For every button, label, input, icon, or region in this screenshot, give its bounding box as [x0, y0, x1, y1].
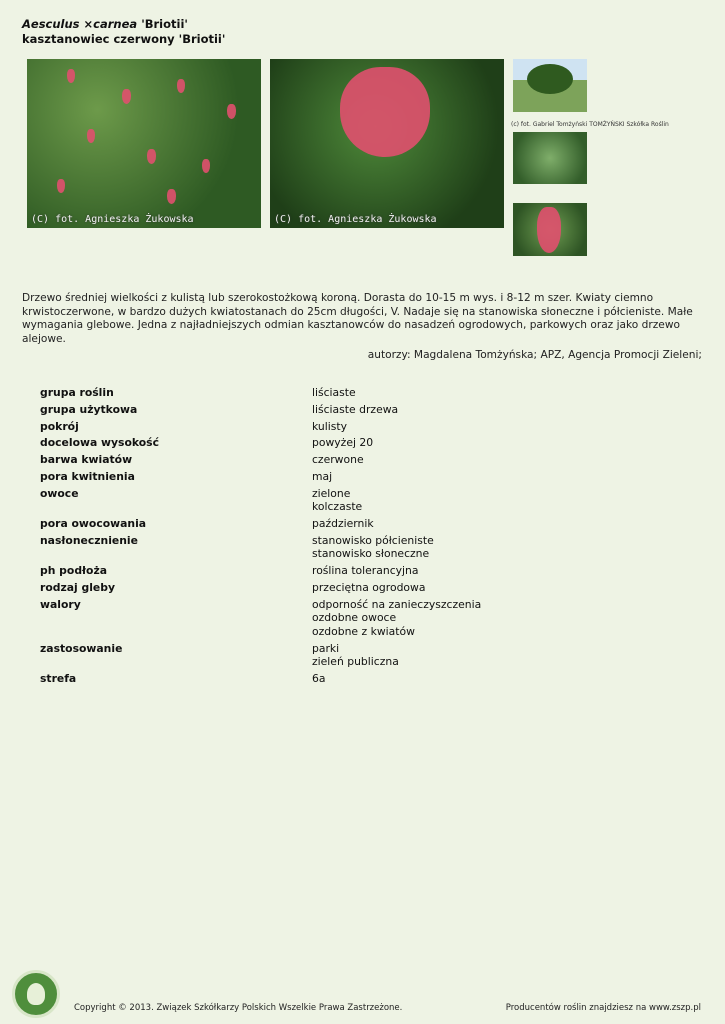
property-values — [312, 534, 434, 561]
property-label: barwa kwiatów — [40, 453, 133, 467]
latin-genus: Aesculus — [22, 17, 80, 31]
photo-flower-closeup[interactable] — [270, 59, 504, 228]
property-row — [40, 403, 540, 417]
property-row — [40, 672, 540, 686]
property-label: pora owocowania — [40, 517, 147, 531]
photo-caption: (C) fot. Agnieszka Żukowska — [274, 214, 437, 225]
property-label: grupa roślin — [40, 386, 114, 399]
plant-description: Drzewo średniej wielkości z kulistą lub szerokostożkową koroną. Dorasta do 10-15 m wys. i 8-12 m szer. Kwiaty ciemno krwistoczerwone, w bardzo dużych kwiatostanach do 25cm długości, V. Nadaje się na stanowiska słoneczne i półcieniste. Małe wymagania glebowe. Jedna z najładniejszych odmian kasztanowców do nasadzeń ogrodowych, parkowych oraz jako drzewo alejowe. — [22, 292, 693, 345]
property-row — [40, 420, 540, 434]
property-row — [40, 534, 540, 561]
property-row — [40, 470, 540, 484]
property-values — [312, 487, 362, 514]
property-values — [312, 642, 399, 669]
property-value: zieleń publiczna — [312, 655, 399, 669]
property-value: stanowisko półcieniste — [312, 533, 434, 547]
property-row — [40, 386, 540, 400]
property-label: pokrój — [40, 419, 79, 433]
property-row — [40, 564, 540, 578]
property-row — [40, 453, 540, 467]
property-value: czerwone — [312, 453, 364, 467]
property-value: zielone — [312, 486, 351, 500]
property-label: nasłonecznienie — [40, 533, 138, 547]
property-values — [312, 386, 356, 400]
photo-tree-flowers[interactable] — [27, 59, 261, 228]
property-values — [312, 403, 398, 417]
property-row — [40, 487, 540, 514]
property-row — [40, 581, 540, 595]
property-values — [312, 564, 419, 578]
latin-species: ×carnea — [83, 17, 138, 31]
property-value: odporność na zanieczyszczenia — [312, 597, 482, 611]
property-row — [40, 598, 540, 639]
property-value: przeciętna ogrodowa — [312, 580, 426, 594]
thumbnail-leaves[interactable] — [513, 132, 587, 184]
property-value: kulisty — [312, 419, 348, 433]
plant-title — [22, 17, 225, 47]
property-values — [312, 436, 373, 450]
property-values — [312, 470, 332, 484]
thumbnail-tree[interactable] — [513, 59, 587, 112]
property-value: roślina tolerancyjna — [312, 564, 419, 578]
latin-name — [22, 17, 225, 32]
property-value: ozdobne owoce — [312, 611, 397, 625]
property-label: pora kwitnienia — [40, 469, 135, 483]
property-value: ozdobne z kwiatów — [312, 624, 415, 638]
property-label: grupa użytkowa — [40, 402, 138, 416]
association-logo — [12, 970, 60, 1018]
property-value: powyżej 20 — [312, 436, 374, 450]
property-value: stanowisko słoneczne — [312, 547, 430, 561]
property-value: październik — [312, 517, 374, 531]
property-values — [312, 672, 326, 686]
footer-producers: Producentów roślin znajdziesz na www.zszp.pl — [505, 1003, 701, 1013]
property-label: docelowa wysokość — [40, 436, 159, 450]
property-values — [312, 517, 374, 531]
photo-caption: (C) fot. Agnieszka Żukowska — [31, 214, 194, 225]
thumbnail-flower[interactable] — [513, 203, 587, 256]
property-row — [40, 436, 540, 450]
property-row — [40, 517, 540, 531]
cultivar-name: 'Briotii' — [141, 17, 188, 31]
property-value: 6a — [312, 671, 326, 685]
property-values — [312, 453, 364, 467]
property-label: zastosowanie — [40, 641, 123, 655]
property-values — [312, 581, 425, 595]
property-label: walory — [40, 597, 81, 611]
property-label: ph podłoża — [40, 564, 108, 578]
authors: autorzy: Magdalena Tomżyńska; APZ, Agencja Promocji Zieleni; — [367, 349, 702, 361]
property-values — [312, 420, 347, 434]
property-row — [40, 642, 540, 669]
photo-credit: (c) fot. Gabriel Tomżyński TOMŻYŃSKI Szkółka Roślin — [511, 121, 669, 128]
properties-table — [40, 386, 540, 689]
property-value: kolczaste — [312, 500, 363, 514]
property-value: parki — [312, 641, 340, 655]
footer-copyright: Copyright © 2013. Związek Szkółkarzy Polskich Wszelkie Prawa Zastrzeżone. — [74, 1003, 403, 1013]
property-label: rodzaj gleby — [40, 580, 116, 594]
property-value: liściaste drzewa — [312, 402, 399, 416]
property-value: liściaste — [312, 386, 356, 399]
property-value: maj — [312, 469, 333, 483]
property-label: strefa — [40, 671, 77, 685]
property-label: owoce — [40, 486, 79, 500]
property-values — [312, 598, 481, 639]
common-name: kasztanowiec czerwony 'Briotii' — [22, 32, 226, 46]
